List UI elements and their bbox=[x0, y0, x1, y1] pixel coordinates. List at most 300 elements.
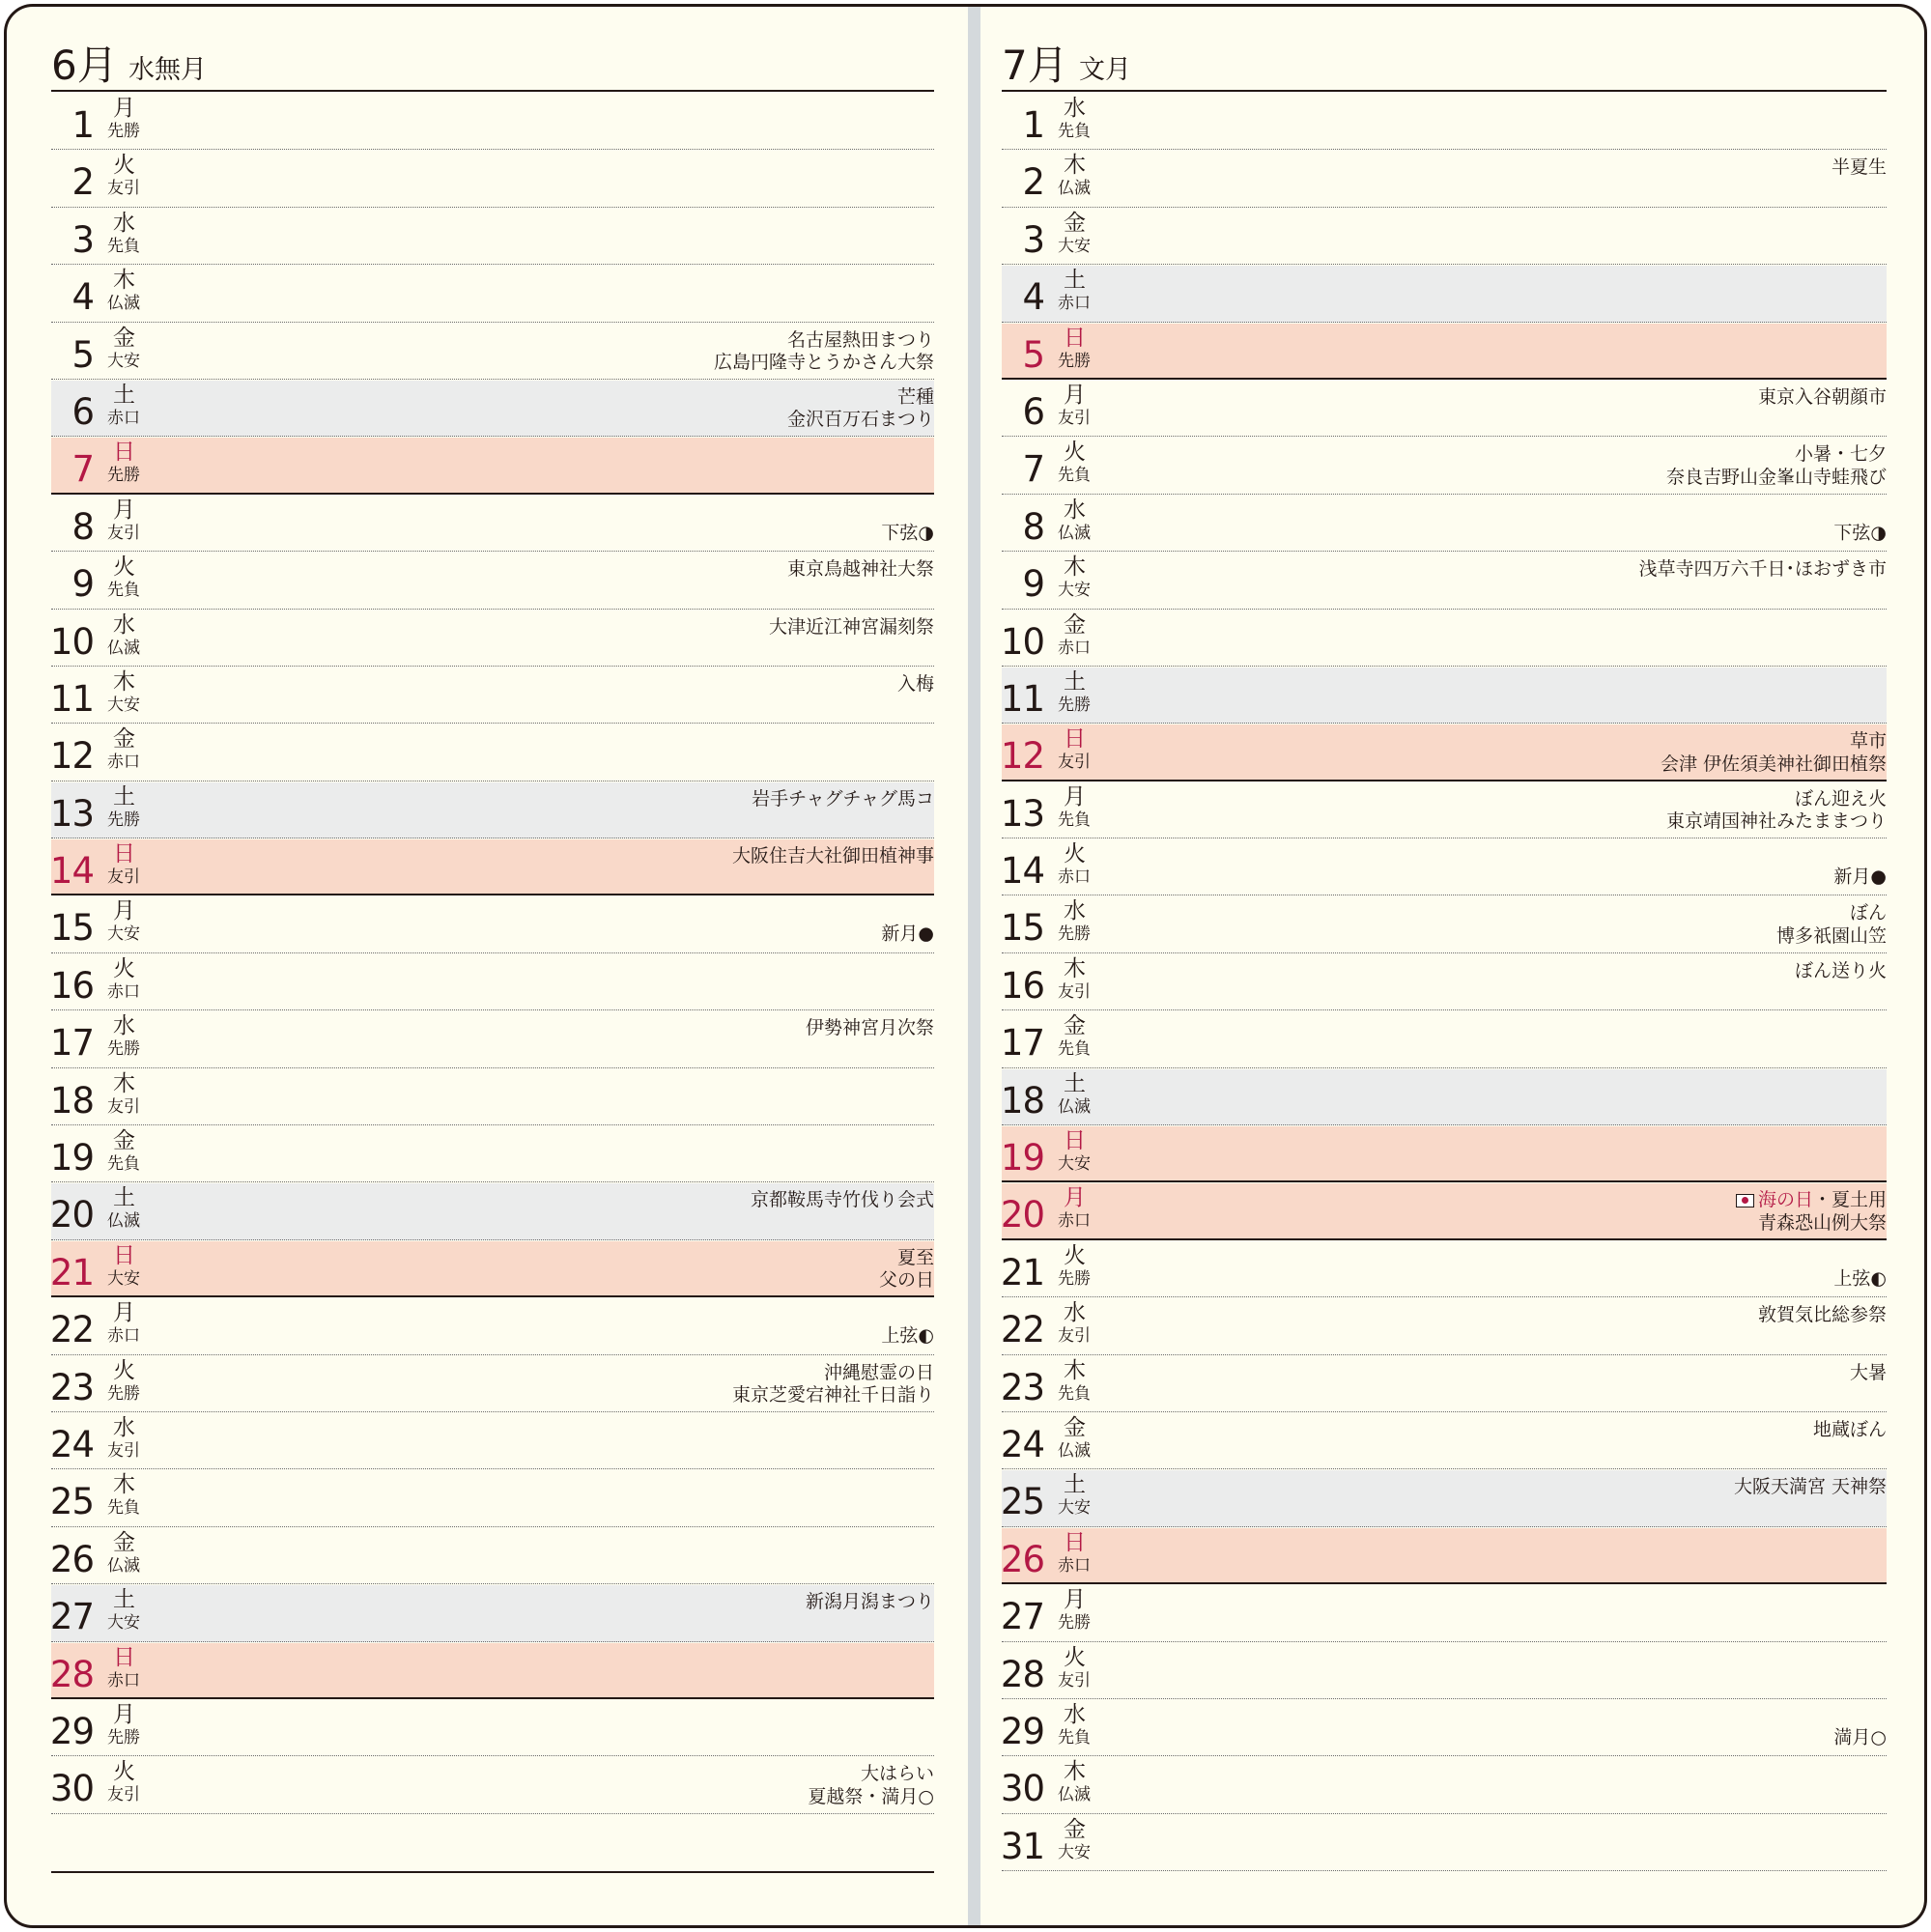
day-row[interactable] bbox=[1002, 1700, 1887, 1756]
weekday: 水 bbox=[1064, 898, 1086, 924]
day-row[interactable] bbox=[1002, 266, 1887, 322]
rokuyo: 友引 bbox=[1058, 408, 1091, 428]
rokuyo: 先負 bbox=[107, 1154, 140, 1175]
weekday: 日 bbox=[113, 1242, 135, 1268]
day-number: 11 bbox=[49, 677, 94, 720]
weekday: 日 bbox=[1064, 1128, 1086, 1154]
day-row[interactable] bbox=[51, 1585, 934, 1641]
day-number: 5 bbox=[1022, 333, 1044, 376]
book-gutter bbox=[968, 7, 980, 1925]
day-row[interactable] bbox=[1002, 1356, 1887, 1412]
day-number: 1 bbox=[1022, 104, 1044, 146]
day-row[interactable] bbox=[51, 151, 934, 207]
day-number: 23 bbox=[1000, 1366, 1044, 1408]
event-line bbox=[881, 1324, 934, 1348]
event-line bbox=[732, 845, 934, 868]
day-row[interactable] bbox=[1002, 1126, 1887, 1182]
weekday: 金 bbox=[1064, 1414, 1086, 1440]
japan-flag-icon bbox=[1736, 1194, 1754, 1208]
weekday: 月 bbox=[113, 1701, 135, 1727]
event-line bbox=[897, 673, 934, 696]
day-row[interactable] bbox=[51, 1470, 934, 1526]
day-row[interactable] bbox=[1002, 1183, 1887, 1239]
day-events bbox=[1736, 1189, 1887, 1235]
weekday: 水 bbox=[1064, 1300, 1086, 1326]
day-number: 13 bbox=[49, 792, 94, 835]
day-row[interactable] bbox=[51, 1126, 934, 1182]
rokuyo: 先負 bbox=[1058, 1039, 1091, 1060]
day-events bbox=[732, 845, 934, 868]
day-row[interactable] bbox=[1002, 839, 1887, 895]
day-row[interactable] bbox=[51, 1528, 934, 1584]
weekday: 日 bbox=[113, 1644, 135, 1670]
day-number: 17 bbox=[49, 1022, 94, 1065]
rokuyo: 大安 bbox=[107, 924, 140, 945]
weekday: 火 bbox=[1064, 1644, 1086, 1670]
rokuyo: 仏滅 bbox=[1058, 1785, 1091, 1805]
event-line bbox=[787, 409, 934, 432]
day-number: 4 bbox=[1022, 276, 1044, 319]
day-row[interactable] bbox=[1002, 1470, 1887, 1526]
weekday: 水 bbox=[113, 1414, 135, 1440]
weekday: 水 bbox=[113, 1013, 135, 1039]
day-events bbox=[808, 1763, 934, 1808]
day-events bbox=[1795, 960, 1887, 983]
rokuyo: 先勝 bbox=[107, 1039, 140, 1060]
weekday: 金 bbox=[113, 726, 135, 753]
day-number: 28 bbox=[49, 1653, 94, 1695]
event-line bbox=[879, 1247, 934, 1270]
day-row[interactable] bbox=[1002, 496, 1887, 552]
event-text: 名古屋熱田まつり bbox=[786, 328, 934, 351]
event-text: 博多祇園山笠 bbox=[1775, 924, 1887, 947]
day-number: 22 bbox=[1000, 1309, 1044, 1351]
day-row[interactable] bbox=[51, 553, 934, 609]
day-row[interactable] bbox=[1002, 151, 1887, 207]
rokuyo: 仏滅 bbox=[107, 638, 140, 658]
rokuyo: 大安 bbox=[1058, 1498, 1091, 1519]
rokuyo: 仏滅 bbox=[107, 294, 140, 314]
day-number: 29 bbox=[1000, 1710, 1044, 1752]
event-text: 草市 bbox=[1849, 730, 1887, 753]
rokuyo: 先勝 bbox=[1058, 1268, 1091, 1289]
rokuyo: 仏滅 bbox=[107, 1211, 140, 1232]
weekday: 日 bbox=[1064, 726, 1086, 753]
event-line bbox=[1736, 1189, 1887, 1212]
day-number: 18 bbox=[49, 1079, 94, 1122]
weekday: 日 bbox=[1064, 325, 1086, 351]
day-number: 12 bbox=[1000, 735, 1044, 778]
rokuyo: 友引 bbox=[107, 179, 140, 199]
rokuyo: 先勝 bbox=[1058, 924, 1091, 945]
weekday: 木 bbox=[113, 668, 135, 695]
day-events bbox=[714, 329, 934, 375]
day-number: 24 bbox=[49, 1423, 94, 1465]
day-row[interactable] bbox=[1002, 1757, 1887, 1813]
day-number: 11 bbox=[1000, 677, 1044, 720]
event-line bbox=[1758, 1304, 1887, 1327]
rokuyo: 大安 bbox=[1058, 1842, 1091, 1862]
event-text: 浅草寺四万六千日･ほおずき市 bbox=[1638, 558, 1887, 581]
rokuyo: 大安 bbox=[107, 351, 140, 371]
event-text: 東京芝愛宕神社千日詣り bbox=[731, 1384, 934, 1406]
month-header bbox=[51, 43, 934, 92]
day-row[interactable] bbox=[1002, 1241, 1887, 1297]
event-line bbox=[1813, 1419, 1887, 1442]
day-list bbox=[51, 94, 934, 1873]
day-number: 7 bbox=[71, 448, 94, 491]
event-line bbox=[714, 352, 934, 375]
day-row[interactable] bbox=[51, 266, 934, 322]
weekday: 火 bbox=[1064, 440, 1086, 466]
day-row[interactable] bbox=[51, 1356, 934, 1412]
rokuyo: 先勝 bbox=[107, 1383, 140, 1404]
day-events bbox=[752, 788, 934, 811]
day-row[interactable] bbox=[51, 611, 934, 667]
day-row[interactable] bbox=[51, 496, 934, 552]
day-row[interactable] bbox=[1002, 611, 1887, 667]
event-text: 金沢百万石まつり bbox=[786, 409, 934, 431]
day-row[interactable] bbox=[51, 1183, 934, 1239]
weekday: 土 bbox=[113, 783, 135, 810]
day-number: 18 bbox=[1000, 1079, 1044, 1122]
day-number: 3 bbox=[1022, 218, 1044, 261]
day-row[interactable] bbox=[51, 954, 934, 1010]
day-number: 6 bbox=[1022, 390, 1044, 433]
day-row[interactable] bbox=[51, 1757, 934, 1813]
day-number: 31 bbox=[1000, 1825, 1044, 1867]
day-row[interactable] bbox=[1002, 896, 1887, 952]
event-text: 満月○ bbox=[1833, 1726, 1887, 1748]
day-events bbox=[879, 1247, 934, 1293]
event-line bbox=[1666, 443, 1887, 467]
day-events bbox=[1666, 788, 1887, 834]
day-row[interactable] bbox=[1002, 381, 1887, 437]
weekday: 金 bbox=[1064, 1816, 1086, 1842]
weekday: 土 bbox=[113, 1587, 135, 1613]
day-number: 1 bbox=[71, 104, 94, 146]
rokuyo: 先負 bbox=[107, 581, 140, 601]
day-number: 3 bbox=[71, 218, 94, 261]
month-number: 7月 bbox=[1002, 42, 1068, 89]
event-line bbox=[1833, 522, 1887, 545]
event-text: 大津近江神宮漏刻祭 bbox=[768, 615, 934, 638]
event-text: 夏至 bbox=[896, 1246, 934, 1268]
day-row[interactable] bbox=[1002, 324, 1887, 380]
rokuyo: 友引 bbox=[107, 1096, 140, 1117]
weekday: 火 bbox=[1064, 841, 1086, 867]
day-row[interactable] bbox=[1002, 1528, 1887, 1584]
day-row[interactable] bbox=[51, 209, 934, 265]
rokuyo: 友引 bbox=[107, 523, 140, 543]
event-text: 父の日 bbox=[878, 1269, 934, 1292]
day-number: 14 bbox=[49, 850, 94, 893]
day-row[interactable] bbox=[51, 438, 934, 494]
event-text: 東京入谷朝顔市 bbox=[1757, 385, 1887, 408]
event-text: 伊勢神宮月次祭 bbox=[805, 1017, 934, 1039]
event-line bbox=[1850, 1362, 1887, 1385]
weekday: 金 bbox=[1064, 1013, 1086, 1039]
rokuyo: 友引 bbox=[107, 1440, 140, 1461]
day-events bbox=[881, 522, 934, 545]
day-row[interactable] bbox=[51, 381, 934, 437]
event-line bbox=[1666, 788, 1887, 811]
day-row[interactable] bbox=[1002, 1643, 1887, 1699]
weekday: 土 bbox=[1064, 1472, 1086, 1498]
day-number: 19 bbox=[1000, 1137, 1044, 1179]
weekday: 月 bbox=[1064, 1185, 1086, 1211]
day-events bbox=[881, 1324, 934, 1348]
day-row[interactable] bbox=[51, 324, 934, 380]
day-number: 14 bbox=[1000, 850, 1044, 893]
day-events bbox=[897, 673, 934, 696]
event-line bbox=[732, 1384, 934, 1407]
day-list bbox=[1002, 94, 1887, 1872]
event-line bbox=[1776, 925, 1887, 949]
day-number: 20 bbox=[49, 1194, 94, 1236]
day-events bbox=[787, 558, 934, 582]
day-row[interactable] bbox=[1002, 1585, 1887, 1641]
rokuyo: 赤口 bbox=[107, 981, 140, 1002]
event-line bbox=[1666, 467, 1887, 490]
day-number: 16 bbox=[49, 964, 94, 1007]
event-text: 会津 伊佐須美神社御田植祭 bbox=[1660, 753, 1887, 775]
day-number: 8 bbox=[1022, 505, 1044, 548]
weekday: 月 bbox=[113, 1300, 135, 1326]
weekday: 日 bbox=[1064, 1529, 1086, 1555]
weekday: 水 bbox=[113, 611, 135, 638]
rokuyo: 先負 bbox=[107, 1498, 140, 1519]
event-line bbox=[1661, 730, 1887, 753]
day-row[interactable] bbox=[51, 839, 934, 895]
event-text: 広島円隆寺とうかさん大祭 bbox=[713, 352, 934, 374]
event-line bbox=[808, 1763, 934, 1786]
rokuyo: 仏滅 bbox=[107, 1555, 140, 1576]
day-number: 10 bbox=[49, 620, 94, 663]
weekday: 土 bbox=[113, 382, 135, 408]
day-number: 29 bbox=[49, 1710, 94, 1752]
weekday: 火 bbox=[113, 1759, 135, 1785]
event-text: 小暑・七夕 bbox=[1794, 443, 1887, 466]
day-number: 13 bbox=[1000, 792, 1044, 835]
weekday: 木 bbox=[1064, 153, 1086, 179]
event-text: 夏越祭・満月○ bbox=[808, 1785, 934, 1807]
day-row[interactable] bbox=[1002, 1298, 1887, 1354]
day-row[interactable] bbox=[1002, 782, 1887, 838]
event-text: 京都鞍馬寺竹伐り会式 bbox=[750, 1189, 934, 1211]
event-line bbox=[732, 1362, 934, 1385]
event-line bbox=[1776, 902, 1887, 925]
event-line bbox=[1833, 1267, 1887, 1291]
event-line bbox=[808, 1786, 934, 1809]
rokuyo: 先負 bbox=[1058, 466, 1091, 486]
weekday: 水 bbox=[1064, 96, 1086, 121]
month-header bbox=[1002, 43, 1887, 92]
rokuyo: 赤口 bbox=[1058, 867, 1091, 888]
rokuyo: 友引 bbox=[1058, 1326, 1091, 1347]
rokuyo: 先負 bbox=[1058, 1727, 1091, 1747]
rokuyo: 先勝 bbox=[107, 1727, 140, 1747]
day-events bbox=[1758, 386, 1887, 410]
rokuyo: 赤口 bbox=[1058, 1211, 1091, 1232]
holiday-name: 海の日 bbox=[1757, 1189, 1813, 1211]
day-row[interactable] bbox=[1002, 438, 1887, 494]
day-number: 9 bbox=[71, 563, 94, 606]
rokuyo: 先勝 bbox=[107, 810, 140, 830]
day-number: 20 bbox=[1000, 1194, 1044, 1236]
day-number: 21 bbox=[1000, 1251, 1044, 1293]
day-row[interactable] bbox=[51, 1298, 934, 1354]
month-traditional-name: 水無月 bbox=[128, 55, 207, 85]
day-row[interactable] bbox=[1002, 954, 1887, 1010]
rokuyo: 赤口 bbox=[107, 408, 140, 428]
event-text: 大はらい bbox=[860, 1763, 934, 1785]
day-events bbox=[769, 616, 934, 639]
page-end-rule bbox=[51, 1815, 934, 1873]
day-row[interactable] bbox=[51, 668, 934, 724]
day-number: 8 bbox=[71, 505, 94, 548]
weekday: 木 bbox=[1064, 1357, 1086, 1383]
event-text: 敦賀気比総参祭 bbox=[1757, 1304, 1887, 1326]
day-number: 5 bbox=[71, 333, 94, 376]
event-text: 地蔵ぼん bbox=[1812, 1418, 1887, 1440]
weekday: 金 bbox=[1064, 611, 1086, 638]
day-row[interactable] bbox=[51, 94, 934, 150]
weekday: 火 bbox=[113, 554, 135, 581]
weekday: 火 bbox=[1064, 1242, 1086, 1268]
weekday: 火 bbox=[113, 1357, 135, 1383]
weekday: 木 bbox=[113, 1070, 135, 1096]
day-events bbox=[751, 1189, 934, 1212]
weekday: 月 bbox=[1064, 382, 1086, 408]
rokuyo: 先勝 bbox=[1058, 1613, 1091, 1634]
day-row[interactable] bbox=[1002, 553, 1887, 609]
event-text: ・夏土用 bbox=[1812, 1189, 1887, 1211]
rokuyo: 大安 bbox=[1058, 236, 1091, 256]
rokuyo: 赤口 bbox=[107, 1670, 140, 1690]
rokuyo: 先負 bbox=[1058, 1383, 1091, 1404]
event-line bbox=[806, 1017, 934, 1040]
rokuyo: 大安 bbox=[107, 695, 140, 715]
day-events bbox=[1734, 1476, 1887, 1499]
event-line bbox=[1833, 866, 1887, 889]
diary-spread bbox=[4, 4, 1927, 1928]
day-row[interactable] bbox=[1002, 1815, 1887, 1871]
day-number: 2 bbox=[71, 161, 94, 204]
day-events bbox=[1833, 1726, 1887, 1749]
weekday: 水 bbox=[1064, 1701, 1086, 1727]
day-events bbox=[1850, 1362, 1887, 1385]
event-text: 新潟月潟まつり bbox=[805, 1591, 934, 1613]
day-row[interactable] bbox=[1002, 1413, 1887, 1469]
event-text: ぼん迎え火 bbox=[1794, 787, 1887, 810]
weekday: 土 bbox=[1064, 268, 1086, 294]
event-line bbox=[714, 329, 934, 353]
day-number: 7 bbox=[1022, 448, 1044, 491]
day-row[interactable] bbox=[1002, 209, 1887, 265]
day-number: 10 bbox=[1000, 620, 1044, 663]
day-row[interactable] bbox=[51, 724, 934, 781]
weekday: 月 bbox=[113, 898, 135, 924]
event-line bbox=[1666, 810, 1887, 834]
day-events bbox=[1758, 1304, 1887, 1327]
event-text: 下弦◑ bbox=[881, 522, 934, 543]
weekday: 月 bbox=[1064, 783, 1086, 810]
day-row[interactable] bbox=[1002, 724, 1887, 781]
day-number: 15 bbox=[1000, 907, 1044, 950]
day-row[interactable] bbox=[1002, 1011, 1887, 1067]
weekday: 木 bbox=[1064, 554, 1086, 581]
day-row[interactable] bbox=[51, 1413, 934, 1469]
event-line bbox=[1736, 1212, 1887, 1236]
day-number: 17 bbox=[1000, 1022, 1044, 1065]
rokuyo: 赤口 bbox=[107, 1326, 140, 1347]
rokuyo: 大安 bbox=[1058, 581, 1091, 601]
event-line bbox=[1795, 960, 1887, 983]
day-row[interactable] bbox=[51, 896, 934, 952]
day-number: 21 bbox=[49, 1251, 94, 1293]
event-line bbox=[1833, 1726, 1887, 1749]
event-text: 新月● bbox=[881, 923, 934, 945]
weekday: 金 bbox=[113, 325, 135, 351]
rokuyo: 友引 bbox=[107, 867, 140, 888]
rokuyo: 先勝 bbox=[107, 122, 140, 141]
day-row[interactable] bbox=[51, 1700, 934, 1756]
weekday: 火 bbox=[113, 955, 135, 981]
day-number: 25 bbox=[49, 1481, 94, 1523]
day-row[interactable] bbox=[1002, 668, 1887, 724]
day-row[interactable] bbox=[51, 1069, 934, 1125]
day-events bbox=[732, 1362, 934, 1407]
event-text: ぼん送り火 bbox=[1794, 959, 1887, 981]
rokuyo: 赤口 bbox=[1058, 294, 1091, 314]
rokuyo: 友引 bbox=[1058, 1670, 1091, 1690]
rokuyo: 赤口 bbox=[1058, 1555, 1091, 1576]
event-text: ぼん bbox=[1849, 902, 1887, 924]
day-row[interactable] bbox=[51, 782, 934, 838]
rokuyo: 大安 bbox=[107, 1268, 140, 1289]
day-number: 15 bbox=[49, 907, 94, 950]
event-line bbox=[1758, 386, 1887, 410]
day-row[interactable] bbox=[51, 1011, 934, 1067]
day-number: 22 bbox=[49, 1309, 94, 1351]
day-row[interactable] bbox=[51, 1241, 934, 1297]
rokuyo: 仏滅 bbox=[1058, 523, 1091, 543]
day-number: 26 bbox=[49, 1538, 94, 1580]
event-text: 奈良吉野山金峯山寺蛙飛び bbox=[1665, 466, 1887, 488]
event-text: 大阪天満宮 天神祭 bbox=[1733, 1476, 1887, 1498]
day-events bbox=[1661, 730, 1887, 776]
event-text: 下弦◑ bbox=[1833, 522, 1887, 543]
event-text: 上弦◐ bbox=[881, 1324, 934, 1347]
event-text: 新月● bbox=[1833, 866, 1887, 888]
event-text: 岩手チャグチャグ馬コ bbox=[752, 787, 934, 810]
day-row[interactable] bbox=[1002, 94, 1887, 150]
rokuyo: 友引 bbox=[1058, 753, 1091, 773]
weekday: 木 bbox=[1064, 1759, 1086, 1785]
rokuyo: 仏滅 bbox=[1058, 1096, 1091, 1117]
weekday: 金 bbox=[113, 1529, 135, 1555]
rokuyo: 先勝 bbox=[1058, 695, 1091, 715]
day-number: 30 bbox=[49, 1768, 94, 1810]
day-row[interactable] bbox=[51, 1643, 934, 1699]
weekday: 木 bbox=[1064, 955, 1086, 981]
event-text: 東京靖国神社みたままつり bbox=[1665, 810, 1887, 833]
day-events bbox=[787, 386, 934, 432]
weekday: 月 bbox=[1064, 1587, 1086, 1613]
day-row[interactable] bbox=[1002, 1069, 1887, 1125]
event-text: 大阪住吉大社御田植神事 bbox=[731, 845, 934, 867]
